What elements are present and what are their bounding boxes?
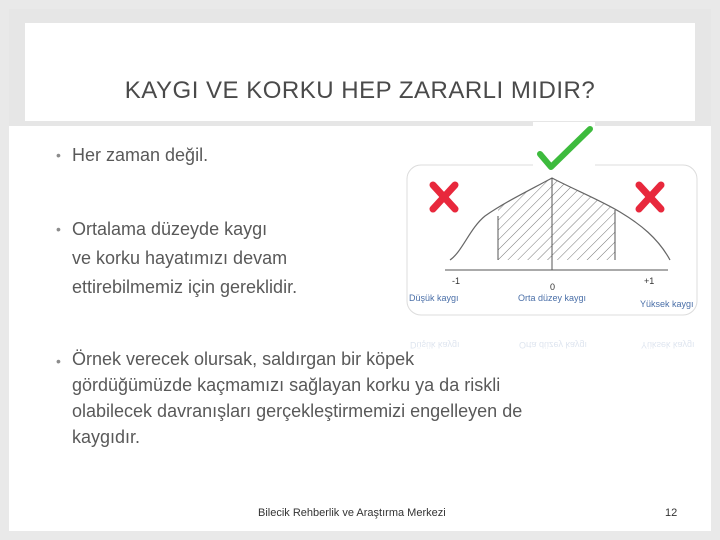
high-anxiety-label: Yüksek kaygı	[640, 299, 694, 309]
tick-label-0: 0	[550, 282, 556, 292]
bullet-3-line-3: olabilecek davranışları gerçekleştirmemizi engelleyen de	[72, 401, 523, 421]
bullet-2	[72, 216, 297, 300]
bullet-1	[72, 142, 208, 168]
bullet-3-line-2: gördüğümüzde kaçmamızı sağlayan korku ya da riskli	[72, 375, 501, 395]
bullet-3	[72, 346, 522, 450]
bullet-marker: •	[56, 147, 61, 163]
tick-label-plus1: +1	[644, 276, 655, 286]
figure-reflection	[408, 334, 698, 350]
bullet-3-line-4: kaygıdır.	[72, 427, 141, 447]
slide-number: 12	[665, 507, 678, 519]
reflection-mid-label: Orta düzey kaygı	[519, 340, 588, 350]
footer-organization: Bilecik Rehberlik ve Araştırma Merkezi	[258, 507, 446, 519]
bullet-marker: •	[56, 221, 61, 237]
bullet-3-line-1: Örnek verecek olursak, saldırgan bir köpek	[72, 349, 415, 369]
bullet-2-line-1: Ortalama düzeyde kaygı	[72, 219, 268, 239]
tick-label-minus1: -1	[452, 276, 461, 286]
title-box	[25, 23, 695, 121]
low-anxiety-label: Düşük kaygı	[409, 293, 459, 303]
reflection-high-label: Yüksek kaygı	[641, 340, 695, 350]
bullet-2-line-3: ettirebilmemiz için gereklidir.	[72, 277, 298, 297]
mid-anxiety-label: Orta düzey kaygı	[518, 293, 587, 303]
title-band	[9, 9, 711, 126]
anxiety-curve-figure	[400, 120, 705, 360]
bullet-1-line-1: Her zaman değil.	[72, 145, 209, 165]
reflection-low-label: Düşük kaygı	[410, 340, 460, 350]
slide-title: KAYGI VE KORKU HEP ZARARLI MIDIR?	[124, 77, 596, 104]
bullet-marker: •	[56, 353, 61, 369]
bullet-2-line-2: ve korku hayatımızı devam	[72, 248, 288, 268]
